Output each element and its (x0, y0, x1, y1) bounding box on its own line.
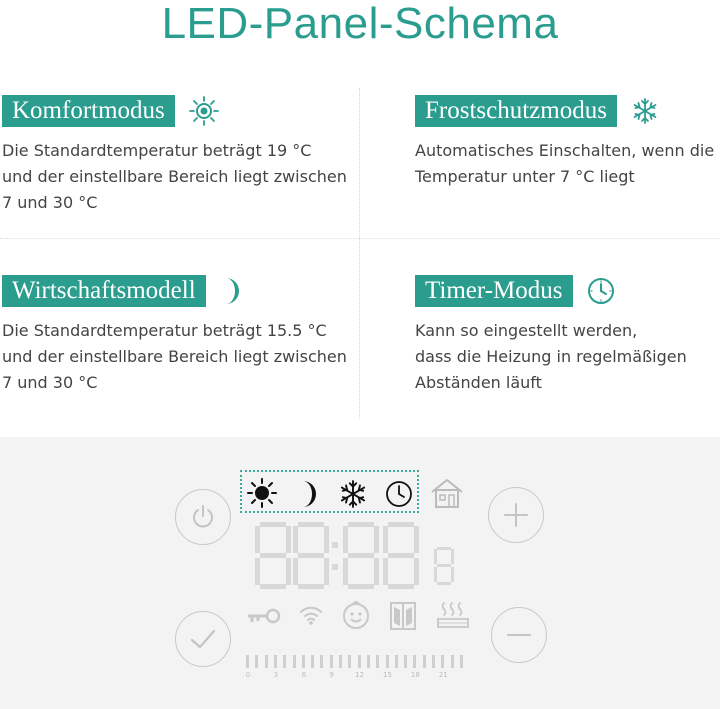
page-title: LED-Panel-Schema (161, 0, 559, 48)
mode-comfort-label: Komfortmodus (2, 95, 175, 127)
hour-bar (274, 655, 277, 668)
hour-bar (413, 655, 416, 668)
hour-bar (265, 655, 268, 668)
segment-digit (255, 522, 291, 589)
panel-clock-icon (385, 480, 413, 508)
mode-economy-label: Wirtschaftsmodell (2, 275, 206, 307)
hour-bar (283, 655, 286, 668)
hour-bar (302, 655, 305, 668)
hour-bar (339, 655, 342, 668)
moon-icon (220, 276, 244, 306)
hour-bar (376, 655, 379, 668)
heating-icon (436, 601, 470, 629)
clock-icon (587, 277, 615, 305)
snowflake-icon (631, 97, 659, 125)
hour-bar (255, 655, 258, 668)
hour-bar (423, 655, 426, 668)
mode-timer-description: Kann so eingestellt werden, dass die Heizung in regelmäßigen Abständen läuft (415, 321, 687, 392)
mode-frost-label: Frostschutzmodus (415, 95, 617, 127)
hour-tick-label: 3 (273, 671, 279, 679)
mode-economy-description: Die Standardtemperatur beträgt 15.5 °C und der einstellbare Bereich liegt zwischen 7 und 30 °C (2, 321, 347, 392)
minus-button[interactable] (491, 607, 547, 663)
hour-bar (367, 655, 370, 668)
horizontal-divider (0, 238, 720, 239)
segment-digit (293, 522, 329, 589)
hour-bar (404, 655, 407, 668)
wifi-icon (298, 603, 324, 627)
plus-icon (503, 502, 529, 528)
mode-comfort-description: Die Standardtemperatur beträgt 19 °C und der einstellbare Bereich liegt zwischen 7 und 30 °C (2, 141, 347, 212)
panel-snowflake-icon (338, 479, 368, 509)
hour-bar (348, 655, 351, 668)
mode-economy (2, 275, 357, 396)
confirm-button[interactable] (175, 611, 231, 667)
segment-display (255, 522, 425, 590)
hour-tick-label: 15 (383, 671, 392, 679)
hour-bar (451, 655, 454, 668)
panel-sun-icon (247, 478, 277, 508)
mode-frost-description: Automatisches Einschalten, wenn die Temperatur unter 7 °C liegt (415, 141, 715, 186)
hour-tick-label: 0 (245, 671, 251, 679)
hour-tick-label: 12 (355, 671, 365, 679)
hour-bar (386, 655, 389, 668)
hour-bar (432, 655, 435, 668)
led-panel (0, 437, 720, 709)
vertical-divider (359, 88, 360, 418)
sun-icon (189, 96, 219, 126)
hour-bar (395, 655, 398, 668)
house-icon (430, 477, 464, 509)
child-face-icon (340, 599, 372, 631)
hour-bar (293, 655, 296, 668)
hour-bar (441, 655, 444, 668)
key-lock-icon (246, 605, 282, 627)
hour-tick-label: 9 (329, 671, 334, 679)
mode-frost (415, 95, 720, 190)
minus-icon (506, 622, 532, 648)
mode-comfort (2, 95, 357, 216)
hour-bar (330, 655, 333, 668)
power-icon (190, 503, 216, 531)
plus-button[interactable] (488, 487, 544, 543)
mode-timer (415, 275, 720, 396)
power-button[interactable] (175, 489, 231, 545)
hour-bar (246, 655, 249, 668)
checkmark-icon (189, 626, 217, 652)
open-window-icon (389, 601, 417, 631)
segment-digit (383, 522, 419, 589)
hour-tick-label: 6 (301, 671, 307, 679)
hour-bar (460, 655, 463, 668)
hour-tick-label: 18 (410, 671, 420, 679)
small-segment-digit (434, 547, 454, 585)
hour-bar (311, 655, 314, 668)
mode-timer-label: Timer-Modus (415, 275, 573, 307)
panel-moon-icon (298, 479, 320, 509)
segment-digit (343, 522, 379, 589)
hour-tick-label: 21 (438, 671, 448, 679)
hour-bar (358, 655, 361, 668)
hour-bar (320, 655, 323, 668)
